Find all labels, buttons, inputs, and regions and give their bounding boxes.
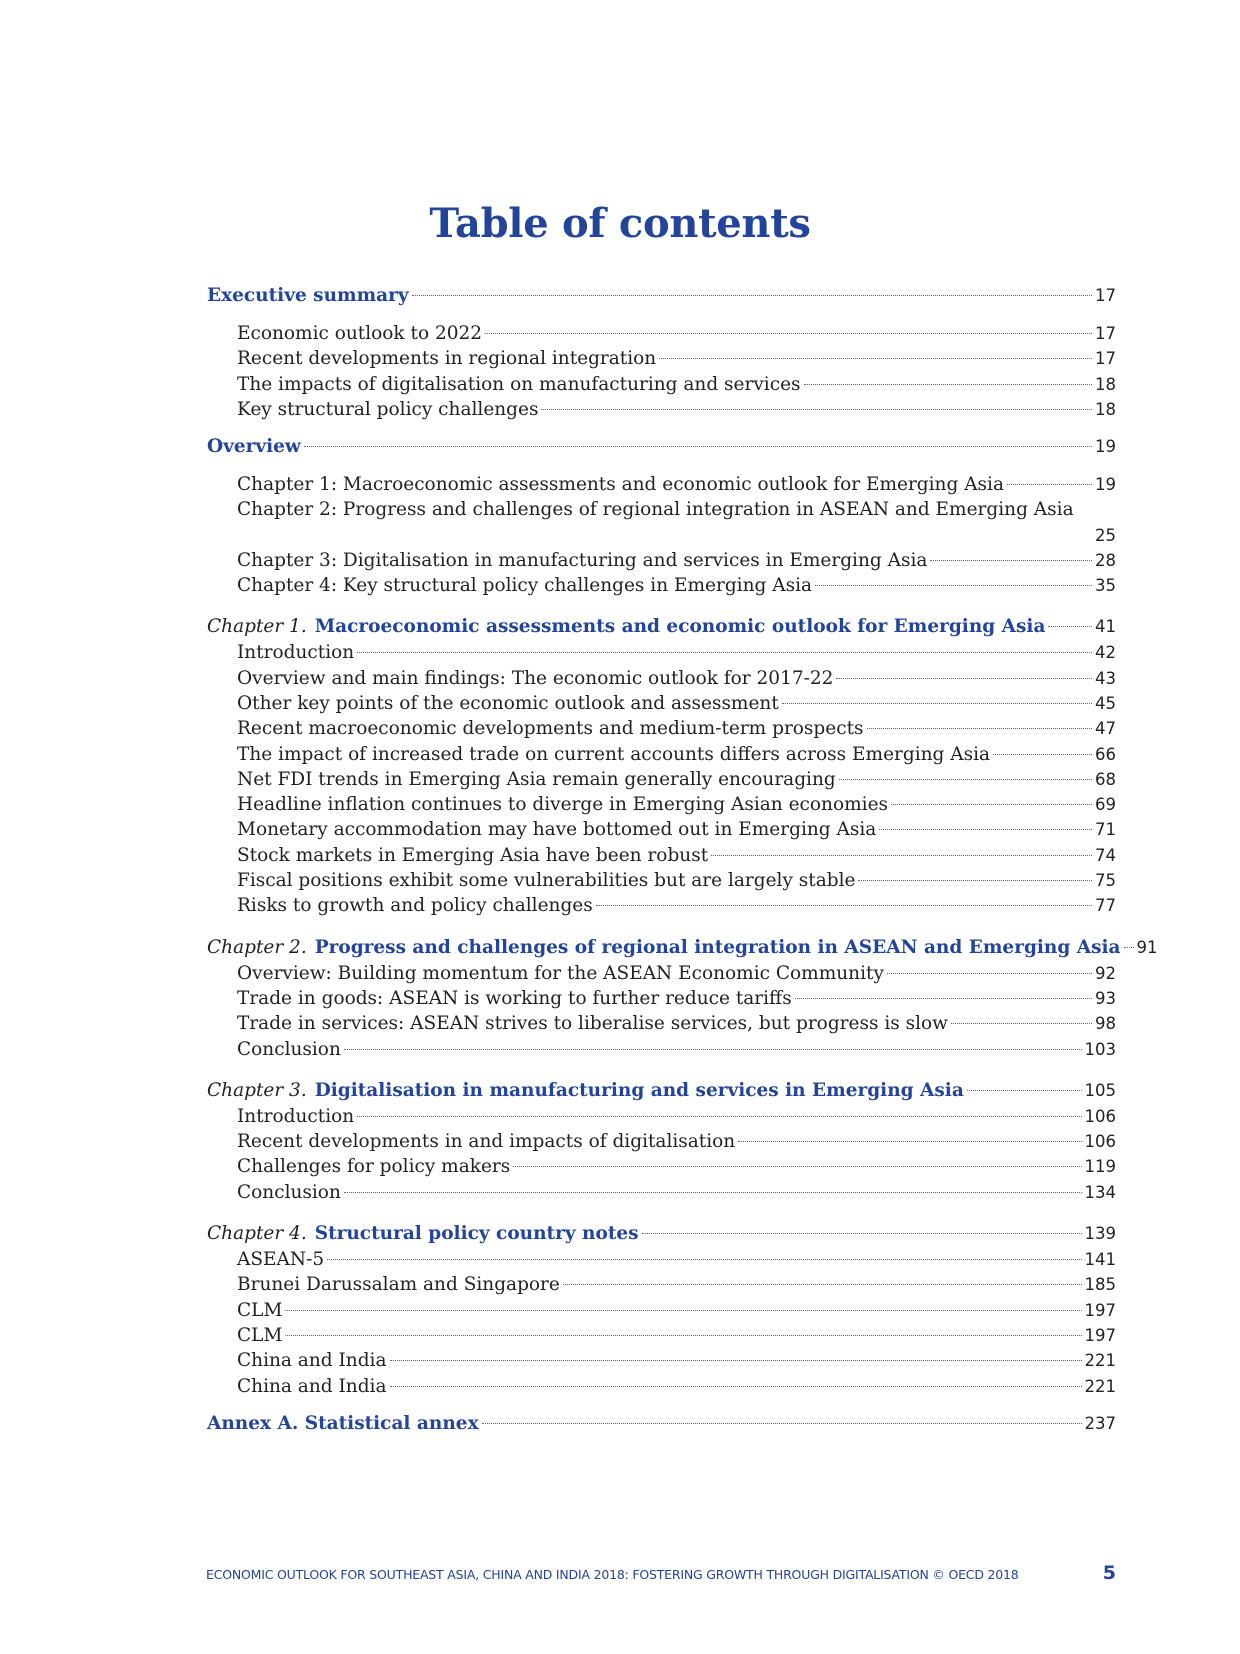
- toc-entry-chapter-1[interactable]: [207, 614, 1116, 640]
- dot-leader: [993, 754, 1092, 755]
- chapter-title: Progress and challenges of regional integration in ASEAN and Emerging Asia: [314, 936, 1121, 958]
- toc-page-number: 41: [1095, 617, 1116, 637]
- dot-leader: [513, 1166, 1081, 1167]
- toc-page-number: 35: [1095, 576, 1116, 596]
- toc-page-number: 98: [1095, 1014, 1116, 1034]
- dot-leader: [930, 560, 1092, 561]
- toc-entry-title: Annex A. Statistical annex: [207, 1412, 479, 1434]
- toc-subentry-title: Trade in services: ASEAN strives to liberalise services, but progress is slow: [237, 1013, 948, 1035]
- toc-page-number: 197: [1084, 1300, 1116, 1320]
- toc-subentry-title: Trade in goods: ASEAN is working to further reduce tariffs: [237, 987, 792, 1009]
- toc-subentry-title: The impacts of digitalisation on manufacturing and services: [237, 373, 801, 395]
- chapter-prefix: Chapter 1.: [207, 616, 307, 638]
- dot-leader: [1124, 947, 1134, 948]
- dot-leader: [344, 1049, 1082, 1050]
- toc-subentry[interactable]: [207, 1247, 1116, 1272]
- toc-subentry-title: Key structural policy challenges: [237, 398, 539, 420]
- toc-subentry[interactable]: [207, 372, 1116, 397]
- dot-leader: [357, 1116, 1081, 1117]
- dot-leader: [711, 855, 1092, 856]
- dot-leader: [390, 1386, 1082, 1387]
- toc-page-number: 18: [1095, 374, 1116, 394]
- dot-leader: [836, 678, 1092, 679]
- dot-leader: [357, 652, 1092, 653]
- toc-subentry[interactable]: [207, 1154, 1116, 1179]
- toc-page-number: 71: [1095, 820, 1116, 840]
- toc-subentry-title: Other key points of the economic outlook and assessment: [237, 692, 779, 714]
- dot-leader: [879, 829, 1092, 830]
- dot-leader: [967, 1090, 1082, 1091]
- dot-leader: [887, 973, 1092, 974]
- toc-page-number: 237: [1084, 1413, 1116, 1433]
- toc-page-number: 91: [1136, 937, 1158, 957]
- dot-leader: [485, 333, 1092, 334]
- toc-subentry-title: China and India: [237, 1375, 387, 1397]
- page-footer: [206, 1562, 1116, 1584]
- toc-subentry[interactable]: [207, 1323, 1116, 1348]
- dot-leader: [563, 1284, 1082, 1285]
- dot-leader: [390, 1360, 1082, 1361]
- toc-subentry-title: Brunei Darussalam and Singapore: [237, 1274, 560, 1296]
- dot-leader: [285, 1335, 1081, 1336]
- toc-page-number: 197: [1084, 1325, 1116, 1345]
- toc-subentry-title: Challenges for policy makers: [237, 1156, 511, 1178]
- toc-subentry-title: Chapter 4: Key structural policy challenges in Emerging Asia: [237, 575, 813, 597]
- toc-page-number: 68: [1095, 769, 1116, 789]
- toc-subentry[interactable]: [207, 843, 1116, 868]
- toc-subentry[interactable]: [207, 961, 1116, 986]
- toc-entry-chapter-4[interactable]: [207, 1221, 1116, 1247]
- toc-subentry-title: Introduction: [237, 1105, 355, 1127]
- dot-leader: [344, 1192, 1082, 1193]
- toc-page-number: 19: [1095, 475, 1116, 495]
- toc-subentry[interactable]: [207, 986, 1116, 1011]
- dot-leader: [782, 703, 1092, 704]
- dot-leader: [327, 1259, 1081, 1260]
- toc-subentry-title: CLM: [237, 1324, 283, 1346]
- toc-entry-title: Executive summary: [207, 285, 409, 306]
- dot-leader: [482, 1423, 1082, 1424]
- toc-page-number: 74: [1095, 845, 1116, 865]
- dot-leader: [642, 1233, 1082, 1234]
- toc-subentry[interactable]: [207, 767, 1116, 792]
- dot-leader: [951, 1023, 1092, 1024]
- toc-page-number: 221: [1084, 1376, 1116, 1396]
- toc-subentry[interactable]: [207, 792, 1116, 817]
- dot-leader: [304, 446, 1092, 447]
- toc-page-number: 106: [1084, 1132, 1116, 1152]
- chapter-title: Macroeconomic assessments and economic outlook for Emerging Asia: [314, 616, 1046, 638]
- toc-subentry[interactable]: [207, 497, 1116, 522]
- toc-subentry-title: The impact of increased trade on current accounts differs across Emerging Asia: [237, 743, 991, 765]
- toc-subentry[interactable]: [207, 1298, 1116, 1323]
- toc-subentry[interactable]: [207, 1348, 1116, 1373]
- toc-entry-chapter-2[interactable]: [207, 935, 1158, 961]
- toc-subentry-title: Recent developments in and impacts of digitalisation: [237, 1131, 736, 1153]
- toc-page-number: 105: [1084, 1080, 1116, 1100]
- toc-page-number: 18: [1095, 399, 1116, 419]
- toc-subentry[interactable]: [207, 1011, 1116, 1036]
- dot-leader: [659, 358, 1092, 359]
- page-number: 5: [1102, 1562, 1116, 1584]
- toc-page-number: 47: [1095, 719, 1116, 739]
- toc-page-number: 92: [1095, 963, 1116, 983]
- toc-subentry-title: Recent developments in regional integration: [237, 348, 657, 370]
- toc-page-number: 17: [1095, 349, 1116, 369]
- toc-subentry[interactable]: [207, 1374, 1116, 1399]
- toc-subentry[interactable]: [207, 548, 1116, 573]
- toc-subentry-title: Stock markets in Emerging Asia have been robust: [237, 844, 709, 866]
- toc-page-number: 19: [1095, 437, 1116, 457]
- toc-subentry[interactable]: [207, 472, 1116, 497]
- chapter-prefix: Chapter 4.: [207, 1223, 307, 1245]
- page-title: Table of contents: [429, 200, 811, 247]
- dot-leader: [285, 1310, 1081, 1311]
- toc-entry-title: Overview: [207, 436, 301, 458]
- toc-subentry[interactable]: [207, 1180, 1116, 1205]
- toc-page-number: 221: [1084, 1351, 1116, 1371]
- toc-subentry[interactable]: [207, 1104, 1116, 1129]
- toc-subentry-title: ASEAN-5: [237, 1249, 325, 1271]
- toc-subentry-title: Net FDI trends in Emerging Asia remain generally encouraging: [237, 768, 836, 790]
- toc-subentry[interactable]: [207, 346, 1116, 371]
- toc-page-number: 134: [1084, 1182, 1116, 1202]
- toc-subentry-title: Chapter 2: Progress and challenges of regional integration in ASEAN and Emerging Asia: [237, 499, 1074, 521]
- toc-subentry[interactable]: [207, 868, 1116, 893]
- toc-page-number: 139: [1084, 1224, 1116, 1244]
- toc-page-number: 17: [1095, 286, 1116, 305]
- toc-page-number: 42: [1095, 643, 1116, 663]
- dot-leader: [839, 779, 1092, 780]
- chapter-prefix: Chapter 2.: [207, 936, 307, 958]
- toc-page-number: 66: [1095, 744, 1116, 764]
- toc-subentry[interactable]: [207, 397, 1116, 422]
- toc-subentry-title: Overview and main findings: The economic outlook for 2017-22: [237, 667, 834, 689]
- dot-leader: [815, 585, 1092, 586]
- toc-entry-executive-summary[interactable]: [207, 283, 1116, 309]
- toc-page-number: 75: [1095, 871, 1116, 891]
- toc-subentry-title: Risks to growth and policy challenges: [237, 895, 593, 917]
- toc-page-number: 25: [1095, 525, 1116, 545]
- toc-page-number: 141: [1084, 1250, 1116, 1270]
- toc-page-number: 28: [1095, 550, 1116, 570]
- toc-page-number: 77: [1095, 896, 1116, 916]
- dot-leader: [541, 409, 1092, 410]
- toc-subentry-title: Conclusion: [237, 1038, 341, 1060]
- dot-leader: [738, 1141, 1081, 1142]
- toc-subentry-title: CLM: [237, 1299, 283, 1321]
- toc-subentry[interactable]: [207, 1037, 1116, 1062]
- toc-page-number: 93: [1095, 988, 1116, 1008]
- toc-subentry[interactable]: [207, 573, 1116, 598]
- toc-subentry[interactable]: [207, 666, 1116, 691]
- chapter-title: Digitalisation in manufacturing and services in Emerging Asia: [314, 1079, 964, 1101]
- toc-subentry-title: Recent macroeconomic developments and medium-term prospects: [237, 718, 864, 740]
- dot-leader: [804, 384, 1092, 385]
- dot-leader: [1048, 626, 1092, 627]
- toc-entry-overview[interactable]: [207, 434, 1116, 460]
- chapter-prefix: Chapter 3.: [207, 1079, 307, 1101]
- toc-subentry[interactable]: [207, 716, 1116, 741]
- toc-entry-annex-a[interactable]: [207, 1411, 1116, 1437]
- dot-leader: [795, 998, 1092, 999]
- toc-subentry-title: Monetary accommodation may have bottomed out in Emerging Asia: [237, 819, 877, 841]
- toc-page-number: 185: [1084, 1275, 1116, 1295]
- toc-page-number: 119: [1084, 1157, 1116, 1177]
- dot-leader: [891, 804, 1092, 805]
- footer-publication-title: ECONOMIC OUTLOOK FOR SOUTHEAST ASIA, CHINA AND INDIA 2018: FOSTERING GROWTH THROUGH DIGITALISATION © OECD 2018: [206, 1567, 1019, 1582]
- dot-leader: [1007, 484, 1092, 485]
- toc-subentry-title: Fiscal positions exhibit some vulnerabilities but are largely stable: [237, 870, 856, 892]
- table-of-contents: [207, 283, 1158, 1437]
- toc-subentry[interactable]: [207, 640, 1116, 665]
- toc-subentry[interactable]: [207, 893, 1116, 918]
- toc-subentry[interactable]: [207, 321, 1116, 346]
- toc-subentry[interactable]: [207, 1272, 1116, 1297]
- dot-leader: [858, 880, 1092, 881]
- toc-subentry-title: Economic outlook to 2022: [237, 323, 483, 344]
- dot-leader: [867, 728, 1092, 729]
- toc-subentry-title: Overview: Building momentum for the ASEAN Economic Community: [237, 962, 884, 984]
- toc-subentry-title: Chapter 3: Digitalisation in manufacturing and services in Emerging Asia: [237, 549, 928, 571]
- dot-leader: [412, 295, 1092, 296]
- toc-page-number: 43: [1095, 668, 1116, 688]
- toc-subentry[interactable]: [207, 742, 1116, 767]
- toc-subentry[interactable]: [207, 817, 1116, 842]
- toc-entry-chapter-3[interactable]: [207, 1078, 1116, 1104]
- toc-subentry-title: Conclusion: [237, 1181, 341, 1203]
- toc-subentry-title: Headline inflation continues to diverge in Emerging Asian economies: [237, 794, 889, 816]
- toc-subentry-title: Introduction: [237, 642, 355, 664]
- toc-subentry-title: Chapter 1: Macroeconomic assessments and economic outlook for Emerging Asia: [237, 474, 1005, 496]
- toc-page-number: 17: [1095, 324, 1116, 343]
- toc-subentry[interactable]: [207, 691, 1116, 716]
- dot-leader: [596, 905, 1092, 906]
- toc-page-number: 45: [1095, 693, 1116, 713]
- chapter-title: Structural policy country notes: [314, 1223, 639, 1245]
- toc-page-number: 106: [1084, 1106, 1116, 1126]
- toc-page-number: 103: [1084, 1039, 1116, 1059]
- toc-subentry-title: China and India: [237, 1350, 387, 1372]
- toc-page-number: 69: [1095, 795, 1116, 815]
- toc-subentry[interactable]: [207, 1129, 1116, 1154]
